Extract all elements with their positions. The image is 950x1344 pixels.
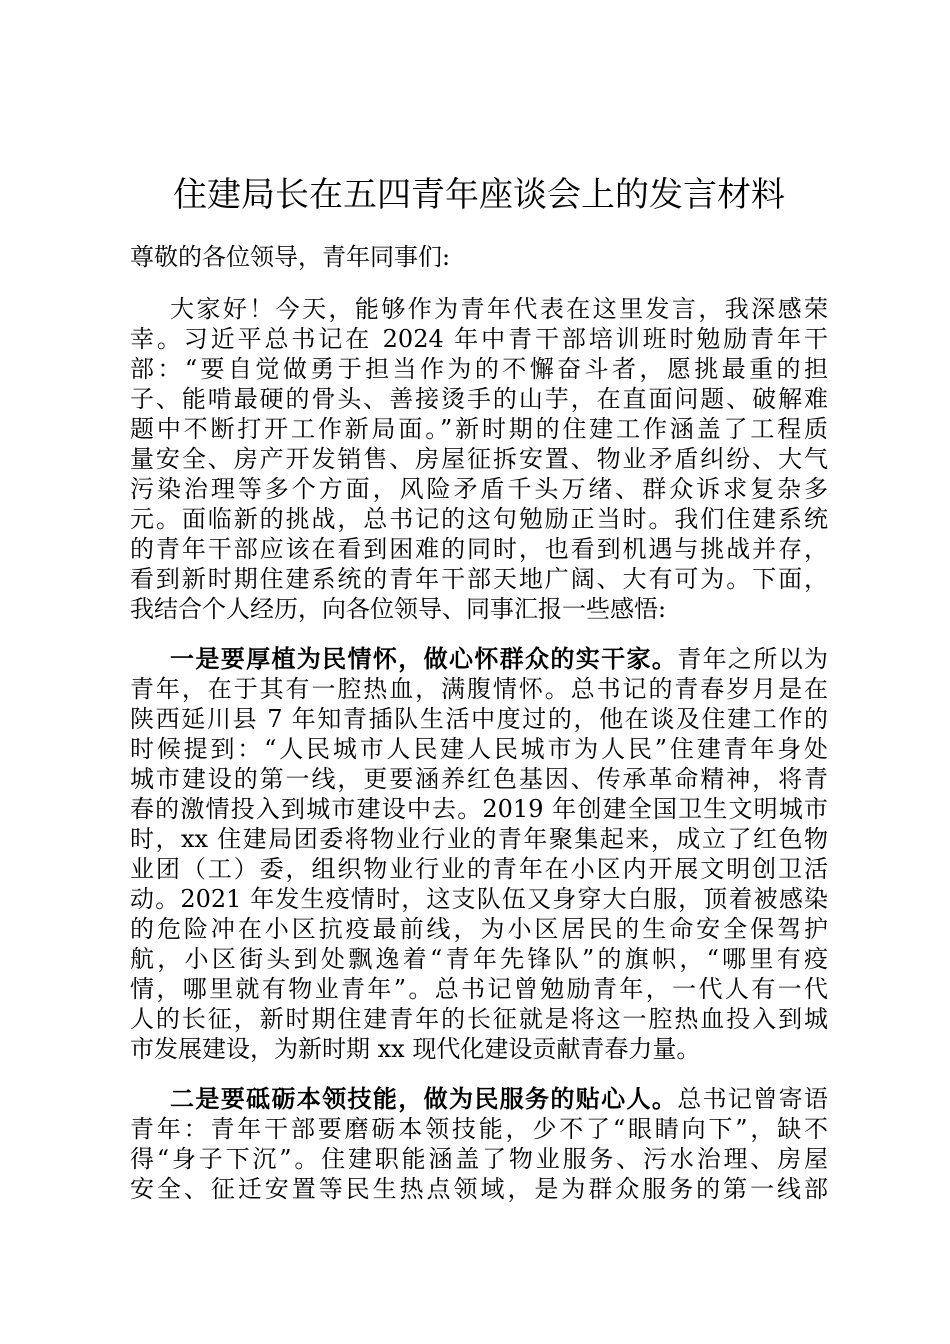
document-title: 住建局长在五四青年座谈会上的发言材料 bbox=[173, 175, 785, 215]
paragraph-line: 大家好！今天，能够作为青年代表在这里发言，我深感荣 bbox=[170, 295, 828, 323]
paragraph-line: 安全、征迁安置等民生热点领域，是为群众服务的第一线部 bbox=[130, 1175, 828, 1203]
paragraph-intro bbox=[130, 294, 828, 624]
paragraph-line: 青年，在于其有一腔热血，满腹情怀。总书记的青春岁月是在 bbox=[130, 675, 828, 703]
paragraph-line: 春的激情投入到城市建设中去。2019 年创建全国卫生文明城市 bbox=[130, 795, 828, 823]
paragraph-line: 动。2021 年发生疫情时，这支队伍又身穿大白服，顶着被感染 bbox=[130, 885, 828, 913]
paragraph-line: 得“身子下沉”。住建职能涵盖了物业服务、污水治理、房屋 bbox=[130, 1145, 828, 1173]
paragraph-line: 的青年干部应该在看到困难的同时，也看到机遇与挑战并存， bbox=[130, 535, 828, 563]
paragraph-line-text: 总书记曾寄语 bbox=[677, 1085, 829, 1113]
paragraph-line: 量安全、房产开发销售、房屋征拆安置、物业矛盾纠纷、大气 bbox=[130, 445, 828, 473]
paragraph-point-two bbox=[130, 1084, 828, 1204]
paragraph-line: 时候提到：“人民城市人民建人民城市为人民”住建青年身处 bbox=[130, 735, 828, 763]
paragraph-line: 情，哪里就有物业青年”。总书记曾勉励青年，一代人有一代 bbox=[130, 975, 828, 1003]
paragraph-lead: 一是要厚植为民情怀，做心怀群众的实干家。 bbox=[170, 644, 678, 673]
paragraph-line: 青年：青年干部要磨砺本领技能，少不了“眼睛向下”，缺不 bbox=[130, 1115, 828, 1143]
paragraph-line: 航，小区街头到处飘逸着“青年先锋队”的旗帜，“哪里有疫 bbox=[130, 945, 828, 973]
paragraph-line: 子、能啃最硬的骨头、善接烫手的山芋，在直面问题、破解难 bbox=[130, 385, 828, 413]
paragraph-line bbox=[130, 644, 828, 674]
paragraph-line: 的危险冲在小区抗疫最前线，为小区居民的生命安全保驾护 bbox=[130, 915, 828, 943]
paragraph-lead: 二是要砥砺本领技能，做为民服务的贴心人。 bbox=[170, 1084, 678, 1113]
paragraph-line-text: 青年之所以为 bbox=[677, 645, 829, 673]
paragraph-line: 人的长征，新时期住建青年的长征就是将这一腔热血投入到城 bbox=[130, 1005, 828, 1033]
salutation: 尊敬的各位领导，青年同事们: bbox=[130, 243, 451, 271]
paragraph-line: 我结合个人经历，向各位领导、同事汇报一些感悟: bbox=[130, 595, 667, 623]
paragraph-line: 看到新时期住建系统的青年干部天地广阔、大有可为。下面， bbox=[130, 565, 828, 593]
paragraph-line: 陕西延川县 7 年知青插队生活中度过的，他在谈及住建工作的 bbox=[130, 705, 828, 733]
paragraph-line: 城市建设的第一线，更要涵养红色基因、传承革命精神，将青 bbox=[130, 765, 828, 793]
document-page bbox=[130, 168, 828, 1224]
paragraph-point-one bbox=[130, 644, 828, 1064]
paragraph-line: 污染治理等多个方面，风险矛盾千头万绪、群众诉求复杂多 bbox=[130, 475, 828, 503]
paragraph-line: 时，xx 住建局团委将物业行业的青年聚集起来，成立了红色物 bbox=[130, 825, 828, 853]
paragraph-line: 元。面临新的挑战，总书记的这句勉励正当时。我们住建系统 bbox=[130, 505, 828, 533]
paragraph-line: 部：“要自觉做勇于担当作为的不懈奋斗者，愿挑最重的担 bbox=[130, 355, 828, 383]
paragraph-line bbox=[130, 1084, 828, 1114]
paragraph-line: 市发展建设，为新时期 xx 现代化建设贡献青春力量。 bbox=[130, 1035, 701, 1063]
paragraph-line: 幸。习近平总书记在 2024 年中青干部培训班时勉励青年干 bbox=[130, 325, 828, 353]
paragraph-line: 业团（工）委，组织物业行业的青年在小区内开展文明创卫活 bbox=[130, 855, 828, 883]
paragraph-line: 题中不断打开工作新局面。”新时期的住建工作涵盖了工程质 bbox=[130, 415, 828, 443]
